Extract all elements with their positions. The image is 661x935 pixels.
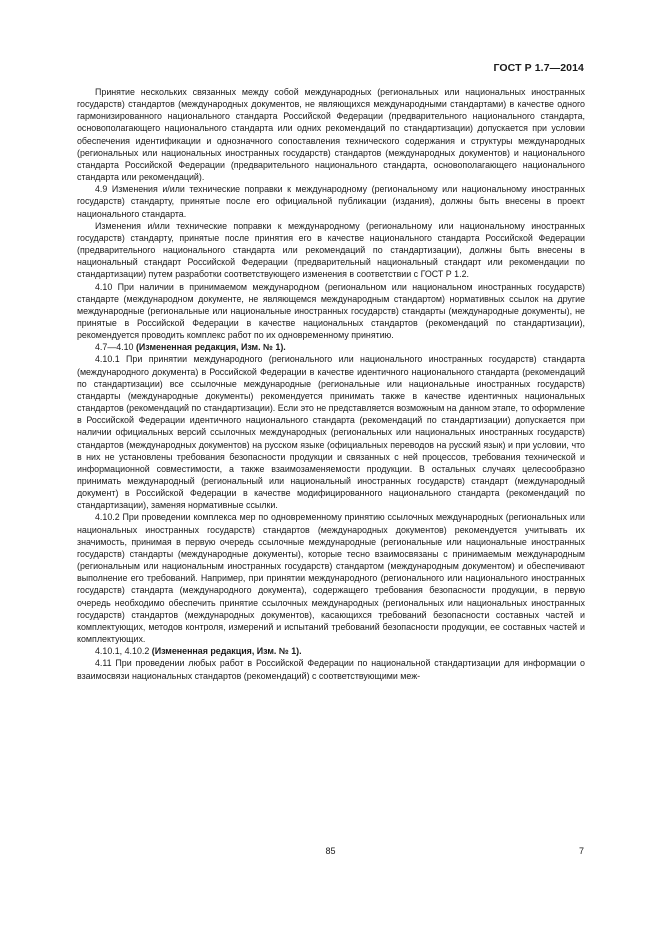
paragraph-4-9-amendments: Изменения и/или технические поправки к международному (региональному или национальному иностранных государств) стандарту, принятые после принятия его в качестве национального стандарта Российской Федерации (предварительного национального стандарта или рекомендаций по стандартизации), должны быть внесены в национальный стандарт Российской Федерации (предварительный национальный стандарт или рекомендации по стандартизации) путем разработки соответствующего изменения в соответствии с ГОСТ Р 1.2. — [77, 220, 585, 280]
paragraph-4-10: 4.10 При наличии в принимаемом международном (региональном или национальном иностранных государств) стандарте (международном документе, не являющемся международным стандартом) нормативных ссылок на другие международные (региональные или национальные иностранных государств) стандарты (международные документы), не принятые в Российской Федерации в качестве национальных стандартов (рекомендаций по стандартизации), рекомендуется проводить комплекс работ по их одновременному принятию. — [77, 281, 585, 341]
revision-note-4-7-4-10 — [77, 341, 585, 353]
document-body — [77, 86, 585, 682]
paragraph-4-10-1: 4.10.1 При принятии международного (регионального или национального иностранных государств) стандарта (международного документа) в Российской Федерации в качестве идентичного национального стандарта (рекомендаций по стандартизации) все ссылочные международные (региональные или национальные иностранных государств) стандарты (международные документы) рекомендуется принимать также в качестве идентичных национальных стандартов (рекомендаций по стандартизации). Если это не представляется возможным на данном этапе, то оформление в Российской Федерации идентичного национального стандарта (рекомендаций по стандартизации) допускается при наличии официальных версий ссылочных международных (региональных или национальных иностранных государств) стандартов (международных документов) на русском языке (официальных переводов на русский язык) и при условии, что в них не установлены требования безопасности продукции и связанных с ней процессов, требования технической и информационной совместимости, а также взаимозаменяемости продукции. В остальных случаях целесообразно принимать международный (региональный или национальный иностранных государств) стандарт (международный документ) в Российской Федерации в качестве модифицированного национального стандарта (рекомендаций по стандартизации), заменяя нормативные ссылки. — [77, 354, 585, 511]
paragraph-harmonized-adoption: Принятие нескольких связанных между собой международных (региональных или национальных иностранных государств) стандартов (международных документов, не являющихся международными стандартами) в качестве одного гармонизированного национального стандарта Российской Федерации (предварительного национального стандарта, основополагающего национального стандарта или одних рекомендаций по стандартизации) допускается при условии обеспечения идентификации и однозначного сопоставления технического содержания и структуры международных (региональных или национальных иностранных государств) стандартов (международных документов) и национального стандарта Российской Федерации (предварительного национального стандарта, основополагающего национального стандарта или рекомендаций). — [77, 87, 585, 183]
revision-note-prefix: 4.10.1, 4.10.2 — [95, 646, 152, 657]
paragraph-4-11: 4.11 При проведении любых работ в Российской Федерации по национальной стандартизации для информации о взаимосвязи национальных стандартов (рекомендаций) с соответствующими меж- — [77, 658, 585, 681]
paragraph-4-9: 4.9 Изменения и/или технические поправки к международному (региональному или национальному иностранных государств) стандарту, принятые после его официальной публикации (издания), должны быть внесены в проект национального стандарта. — [77, 184, 585, 219]
paragraph-4-10-2: 4.10.2 При проведении комплекса мер по одновременному принятию ссылочных международных (региональных или национальных иностранных государств) стандартов (международных документов) рекомендуется учитывать их значимость, принимая в первую очередь ссылочные международные (региональные или национальные иностранных государств) стандарты (международные документы), которые тесно взаимосвязаны с принимаемым международным (региональным или национальным иностранных государств) стандартом (международным документом) и обеспечивают выполнение его требований. Например, при принятии международного (регионального или национального иностранных государств) стандарта (международного документа), содержащего требования безопасности продукции, в первую очередь необходимо обеспечить принятие ссылочных международных (региональных или национальных иностранных государств) стандартов (международных документов), касающихся требований безопасности составных частей и комплектующих, методов контроля, измерений и испытаний требований безопасности продукции, ее составных частей и комплектующих. — [77, 512, 585, 645]
page-number-right: 7 — [578, 846, 584, 856]
revision-note-bold: (Измененная редакция, Изм. № 1). — [151, 646, 302, 657]
document-code-header: ГОСТ Р 1.7—2014 — [493, 62, 584, 74]
page-number-center: 85 — [325, 846, 336, 856]
revision-note-prefix: 4.7—4.10 — [95, 342, 136, 353]
revision-note-4-10-1-4-10-2 — [77, 645, 585, 657]
revision-note-bold: (Измененная редакция, Изм. № 1). — [135, 342, 286, 353]
